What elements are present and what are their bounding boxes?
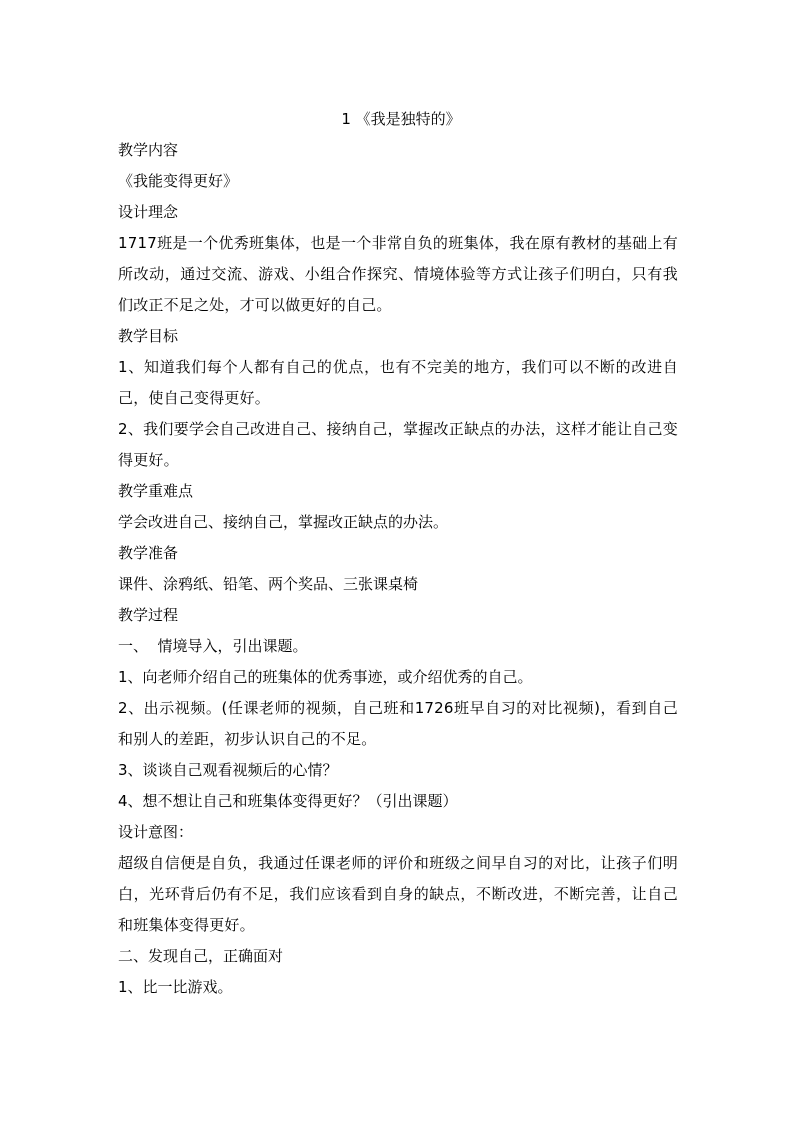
preparation-materials: 课件、涂鸦纸、铅笔、两个奖品、三张课桌椅 xyxy=(118,575,419,593)
document-title: 1 《我是独特的》 xyxy=(341,110,461,128)
lesson-name: 《我能变得更好》 xyxy=(118,172,239,190)
key-difficulties-text: 学会改进自己、接纳自己，掌握改正缺点的办法。 xyxy=(118,513,449,531)
design-intent-paragraph: 超级自信便是自负，我通过任课老师的评价和班级之间早自习的对比，让孩子们明白，光环背后仍有不足，我们应该看到自身的缺点，不断改进，不断完善，让自己和班集体变得更好。 xyxy=(118,854,678,934)
document-page xyxy=(118,104,678,1003)
goal-item-2: 2、我们要学会自己改进自己、接纳自己，掌握改正缺点的办法，这样才能让自己变得更好。 xyxy=(118,420,678,469)
design-concept-paragraph: 1717班是一个优秀班集体，也是一个非常自负的班集体，我在原有教材的基础上有所改动，通过交流、游戏、小组合作探究、情境体验等方式让孩子们明白，只有我们改正不足之处，才可以做更好的自己。 xyxy=(118,234,678,314)
heading-design-concept: 设计理念 xyxy=(118,203,179,221)
section-two-heading: 二、发现自己，正确面对 xyxy=(118,947,284,965)
heading-teaching-process: 教学过程 xyxy=(118,606,179,624)
process-step-2: 2、出示视频。(任课老师的视频，自己班和1726班早自习的对比视频)，看到自己和别人的差距，初步认识自己的不足。 xyxy=(118,699,678,748)
goal-item-1: 1、知道我们每个人都有自己的优点，也有不完美的地方，我们可以不断的改进自己，使自己变得更好。 xyxy=(118,358,678,407)
process-step-4: 4、想不想让自己和班集体变得更好？（引出课题） xyxy=(118,792,458,810)
process-step-3: 3、谈谈自己观看视频后的心情？ xyxy=(118,761,338,779)
heading-teaching-preparation: 教学准备 xyxy=(118,544,179,562)
process-step-1: 1、向老师介绍自己的班集体的优秀事迹，或介绍优秀的自己。 xyxy=(118,668,533,686)
heading-teaching-content: 教学内容 xyxy=(118,141,179,159)
section-one-heading: 一、 情境导入，引出课题。 xyxy=(118,637,308,655)
heading-design-intent: 设计意图： xyxy=(118,823,194,841)
heading-key-difficulties: 教学重难点 xyxy=(118,482,194,500)
section-two-step-1: 1、比一比游戏。 xyxy=(118,978,233,996)
heading-teaching-goals: 教学目标 xyxy=(118,327,179,345)
